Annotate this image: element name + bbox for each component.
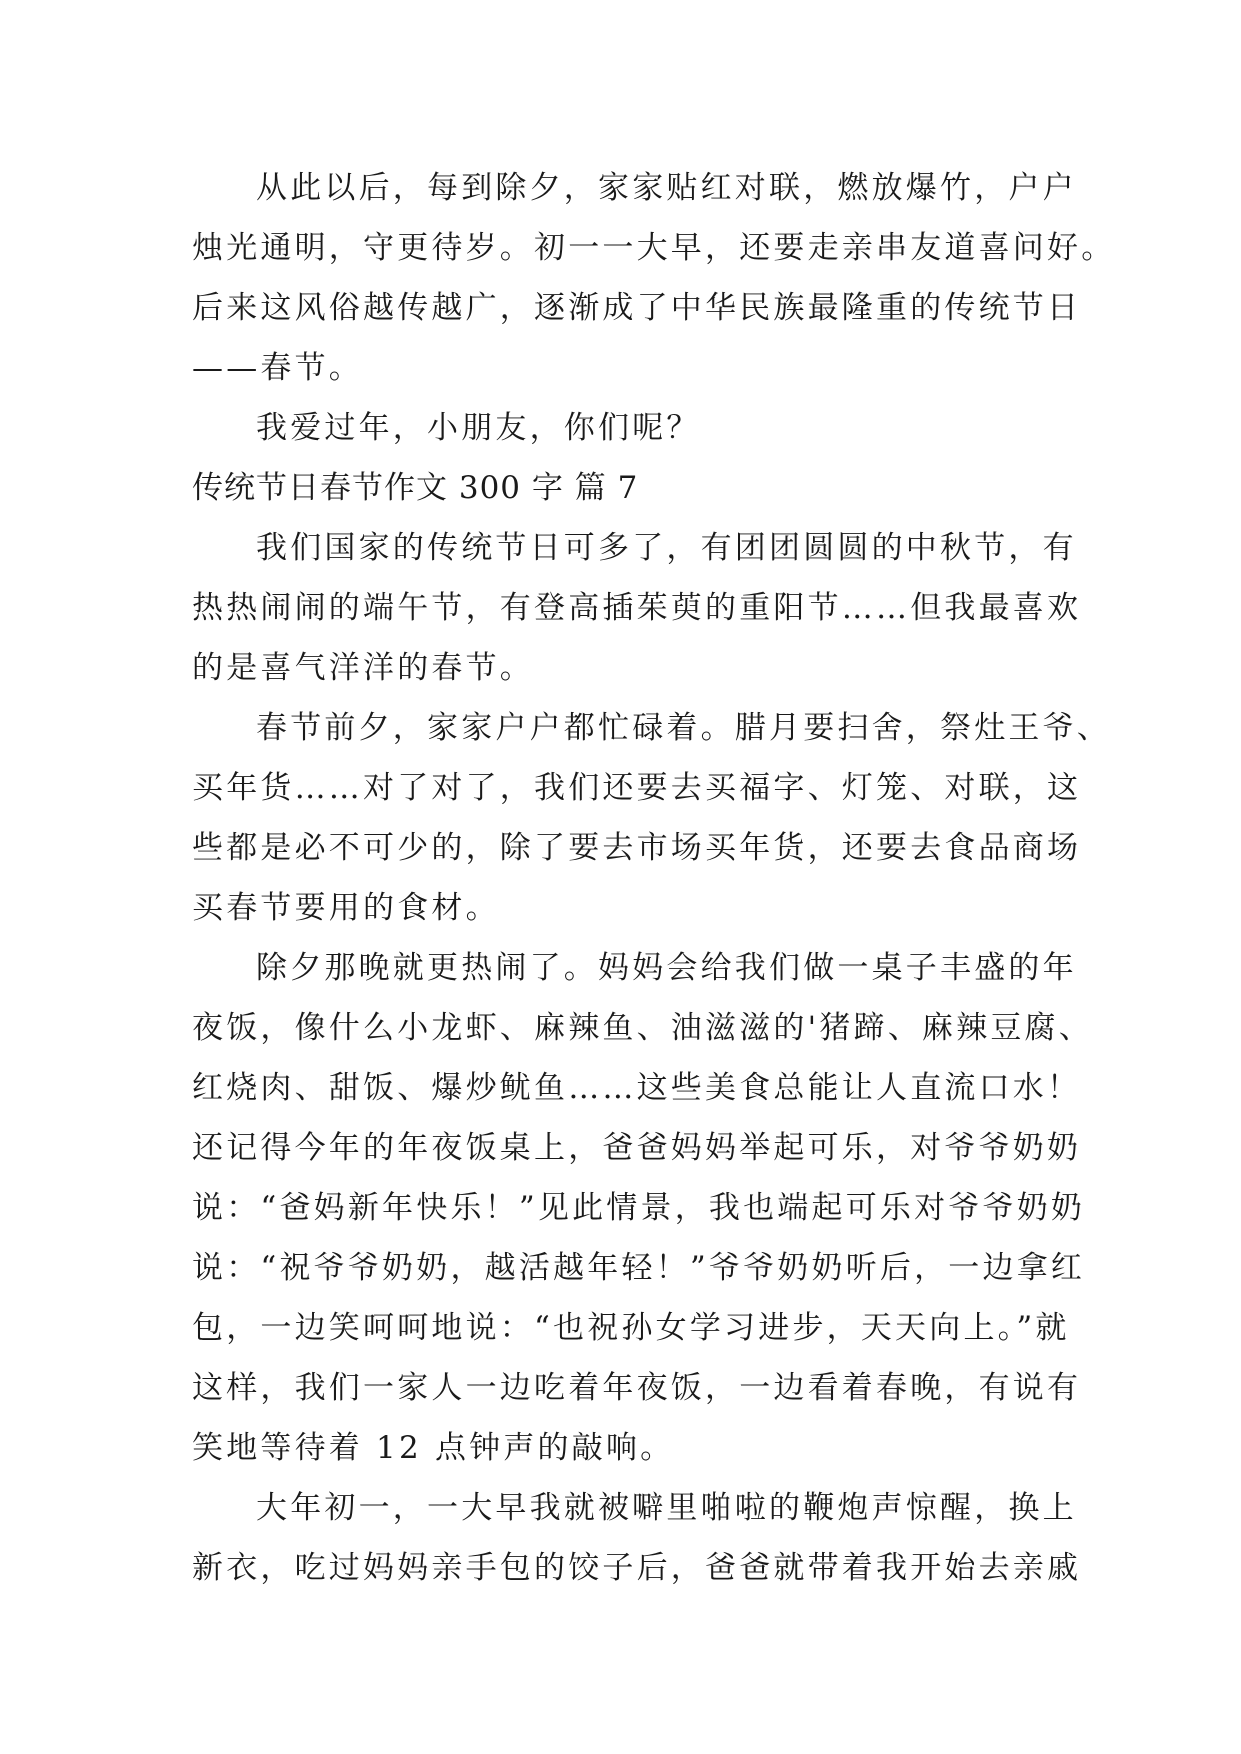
text-line: 新衣，吃过妈妈亲手包的饺子后，爸爸就带着我开始去亲戚 bbox=[192, 1550, 1082, 1586]
text-line: 买春节要用的食材。 bbox=[192, 890, 500, 926]
text-line: 说：“祝爷爷奶奶，越活越年轻！”爷爷奶奶听后，一边拿红 bbox=[192, 1250, 1086, 1286]
section-heading: 传统节日春节作文 300 字 篇 7 bbox=[192, 470, 639, 506]
text-line: 热热闹闹的端午节，有登高插茱萸的重阳节……但我最喜欢 bbox=[192, 590, 1082, 626]
text-line: 这样，我们一家人一边吃着年夜饭，一边看着春晚，有说有 bbox=[192, 1370, 1082, 1406]
text-line: 春节前夕，家家户户都忙碌着。腊月要扫舍，祭灶王爷、 bbox=[256, 710, 1111, 746]
text-line: 买年货……对了对了，我们还要去买福字、灯笼、对联，这 bbox=[192, 770, 1082, 806]
text-line: 我爱过年，小朋友，你们呢？ bbox=[256, 410, 701, 446]
text-line: 后来这风俗越传越广，逐渐成了中华民族最隆重的传统节日 bbox=[192, 290, 1082, 326]
text-line: 些都是必不可少的，除了要去市场买年货，还要去食品商场 bbox=[192, 830, 1082, 866]
document-body bbox=[192, 158, 1116, 1598]
text-line: 夜饭，像什么小龙虾、麻辣鱼、油滋滋的'猪蹄、麻辣豆腐、 bbox=[192, 1010, 1093, 1046]
text-line: ——春节。 bbox=[192, 350, 363, 386]
text-line: 说：“爸妈新年快乐！”见此情景，我也端起可乐对爷爷奶奶 bbox=[192, 1190, 1086, 1226]
text-line: 还记得今年的年夜饭桌上，爸爸妈妈举起可乐，对爷爷奶奶 bbox=[192, 1130, 1082, 1166]
text-line: 大年初一，一大早我就被噼里啪啦的鞭炮声惊醒，换上 bbox=[256, 1490, 1077, 1526]
text-line: 烛光通明，守更待岁。初一一大早，还要走亲串友道喜问好。 bbox=[192, 230, 1116, 266]
text-line: 从此以后，每到除夕，家家贴红对联，燃放爆竹，户户 bbox=[256, 170, 1077, 206]
text-line: 除夕那晚就更热闹了。妈妈会给我们做一桌子丰盛的年 bbox=[256, 950, 1077, 986]
text-line: 笑地等待着 12 点钟声的敲响。 bbox=[192, 1430, 675, 1466]
text-line: 包，一边笑呵呵地说：“也祝孙女学习进步，天天向上。”就 bbox=[192, 1310, 1070, 1346]
text-line: 我们国家的传统节日可多了，有团团圆圆的中秋节，有 bbox=[256, 530, 1077, 566]
text-line: 红烧肉、甜饭、爆炒鱿鱼……这些美食总能让人直流口水！ bbox=[192, 1070, 1082, 1106]
text-line: 的是喜气洋洋的春节。 bbox=[192, 650, 534, 686]
